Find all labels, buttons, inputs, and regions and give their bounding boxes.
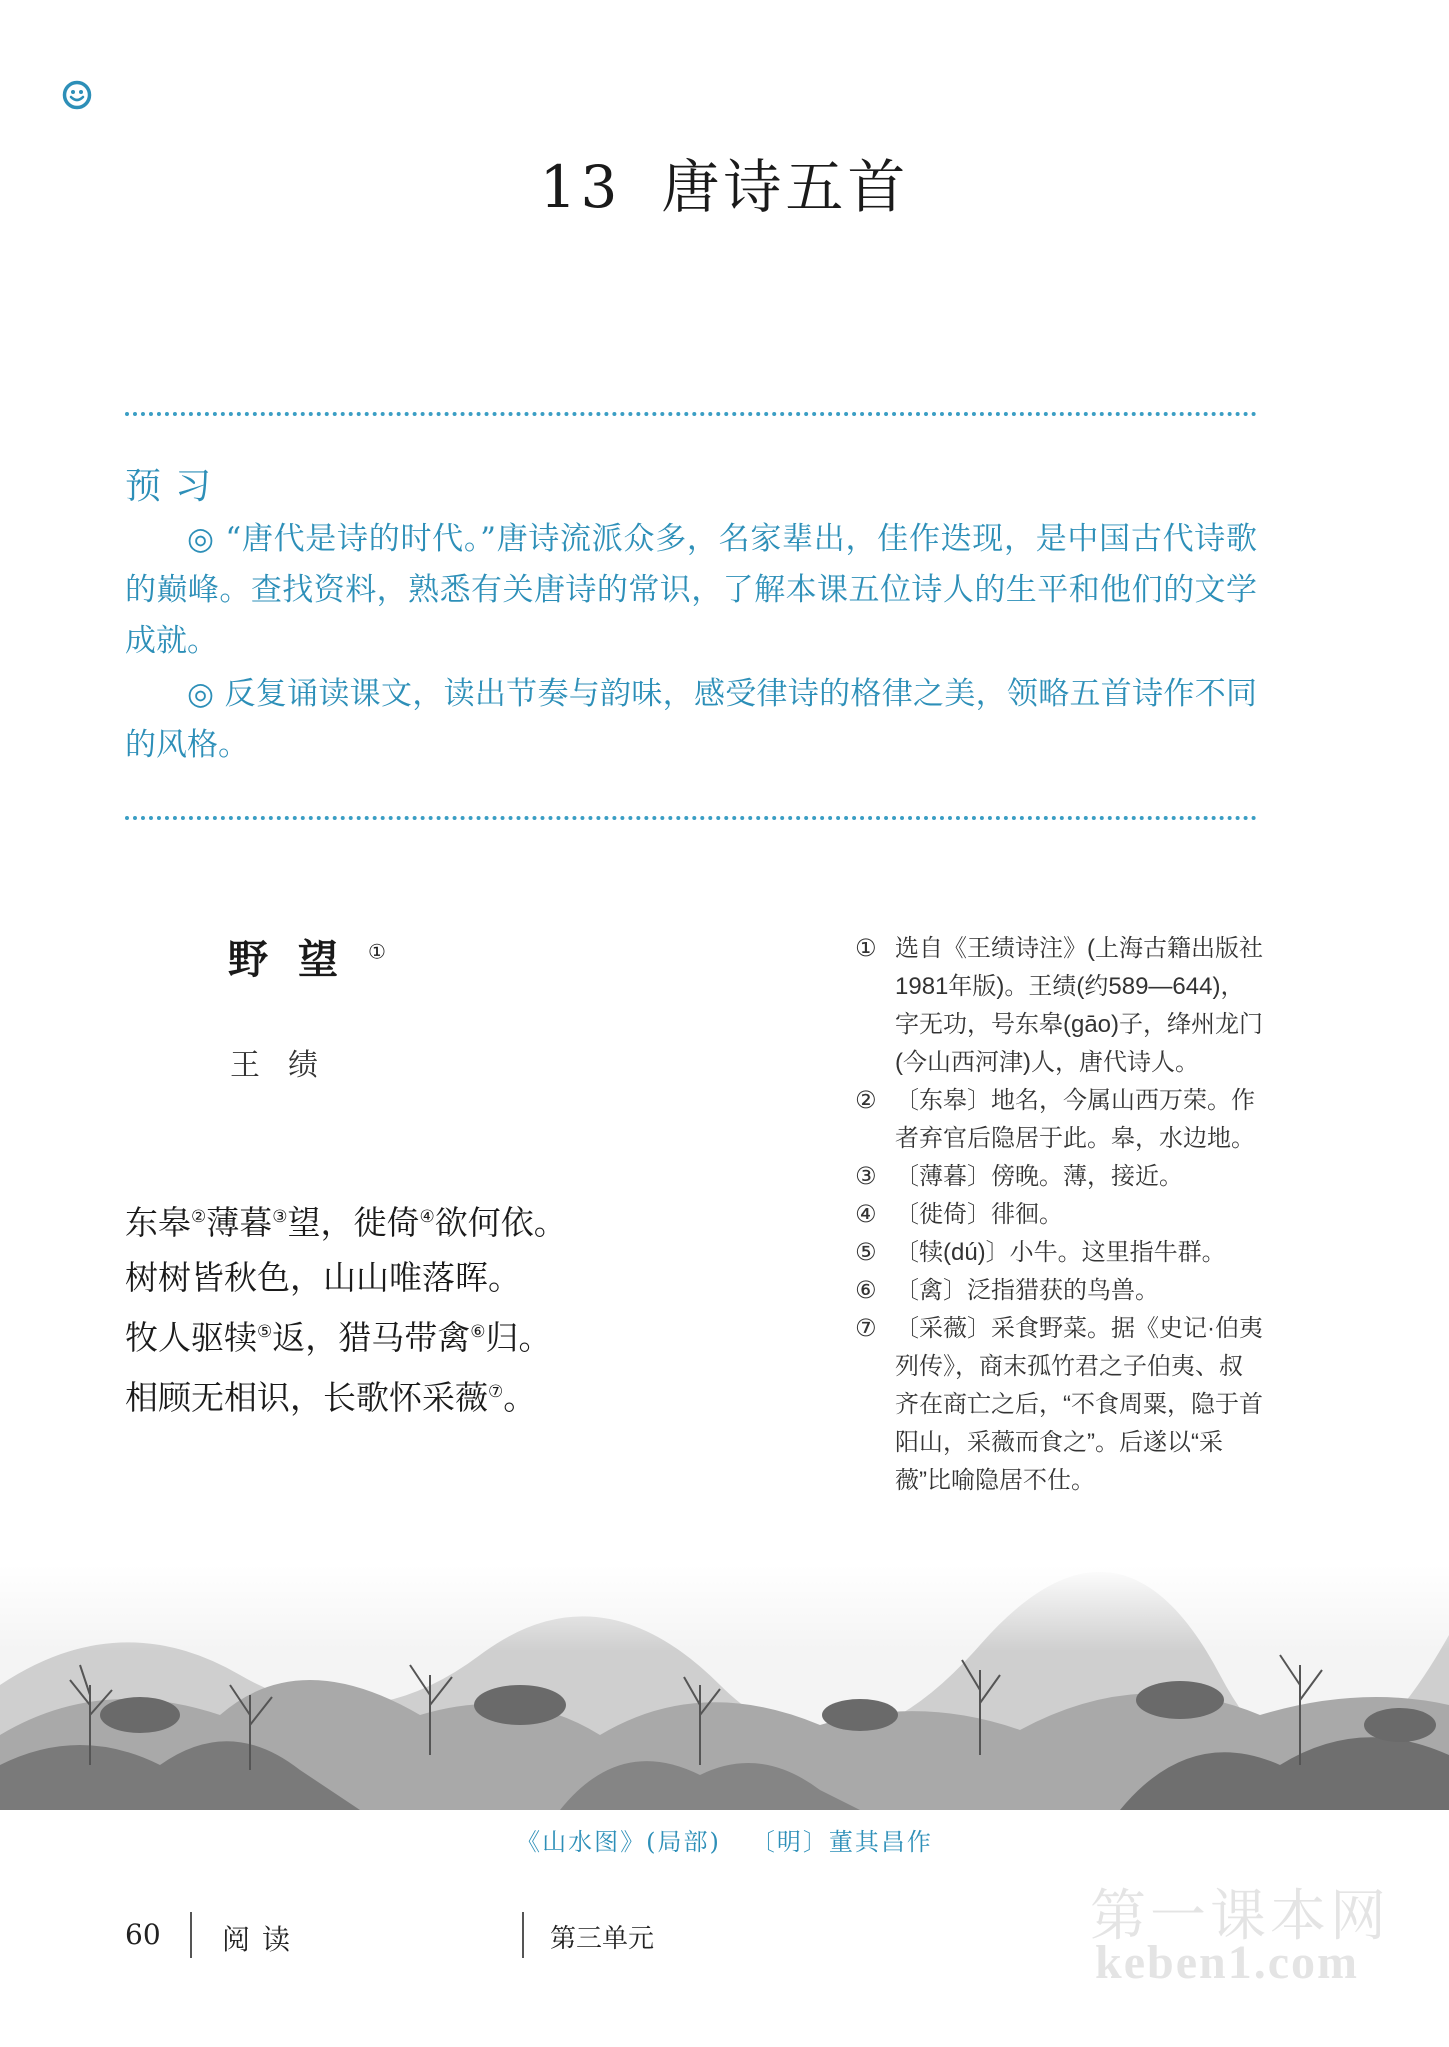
poem-text: 牧人驱犊 — [125, 1318, 257, 1357]
footnote-text: 〔徙倚〕徘徊。 — [895, 1201, 1063, 1228]
poem-title — [228, 928, 386, 985]
poem-footnote-mark: ③ — [272, 1207, 288, 1227]
poem-body — [125, 1190, 567, 1425]
footer-unit: 第三单元 — [550, 1924, 655, 1954]
watermark-cn: 第一课本网 — [1090, 1884, 1390, 1947]
poem-footnote-mark: ④ — [419, 1207, 435, 1227]
footnote-text: 〔薄暮〕傍晚。薄，接近。 — [895, 1163, 1183, 1190]
landscape-painting — [0, 1565, 1449, 1810]
watermark-en: keben1.com — [1095, 1936, 1359, 1989]
footnote — [855, 1082, 1265, 1158]
poem-line — [125, 1305, 567, 1365]
lesson-title-text: 唐诗五首 — [661, 153, 910, 221]
poem-title-footnote-mark: ① — [368, 939, 386, 964]
footnote-mark: ① — [855, 935, 877, 962]
footnote-mark: ⑥ — [855, 1277, 877, 1304]
footnote-text: 〔犊(dú)〕小牛。这里指牛群。 — [895, 1239, 1226, 1266]
footnote — [855, 1234, 1265, 1272]
poem-footnote-mark: ⑦ — [488, 1382, 504, 1402]
illustration-caption — [0, 1822, 1449, 1857]
poem-line — [125, 1365, 567, 1425]
poem-text: 返，猎马带禽 — [272, 1318, 471, 1357]
poem-text: 薄暮 — [206, 1203, 273, 1242]
preview-paragraph-2: ◎ 反复诵读课文，读出节奏与韵味，感受律诗的格律之美，领略五首诗作不同的风格。 — [125, 676, 1257, 763]
footnote-text: 〔禽〕泛指猎获的鸟兽。 — [895, 1277, 1159, 1304]
caption-title: 《山水图》(局部) — [516, 1828, 721, 1856]
footnote-text: 〔东皋〕地名，今属山西万荣。作者弃官后隐居于此。皋，水边地。 — [895, 1087, 1255, 1152]
poem-text: 望，徙倚 — [287, 1203, 420, 1242]
footnote — [855, 1196, 1265, 1234]
caption-artist: 〔明〕董其昌作 — [750, 1828, 933, 1856]
preview-heading: 预习 — [125, 466, 226, 507]
preview-paragraph-1: ◎ “唐代是诗的时代。”唐诗流派众多，名家辈出，佳作迭现，是中国古代诗歌的巅峰。查找资料，熟悉有关唐诗的常识，了解本课五位诗人的生平和他们的文学成就。 — [125, 521, 1257, 659]
poem-text: 东皋 — [125, 1203, 191, 1242]
footnote — [855, 1272, 1265, 1310]
poem-title-text: 野望 — [228, 936, 368, 983]
footer-divider — [522, 1912, 524, 1958]
footnote-mark: ④ — [855, 1201, 877, 1228]
poem-line — [125, 1250, 567, 1305]
poem-author: 王绩 — [230, 1048, 346, 1083]
lesson-title — [0, 140, 1449, 224]
poem-footnote-mark: ⑤ — [257, 1322, 273, 1342]
dotted-divider-top — [125, 412, 1257, 416]
footnote-text: 〔采薇〕采食野菜。据《史记·伯夷列传》，商末孤竹君之子伯夷、叔齐在商亡之后，“不食周粟，隐于首阳山，采薇而食之”。后遂以“采薇”比喻隐居不仕。 — [895, 1315, 1263, 1494]
poem-text: 相顾无相识，长歌怀采薇 — [125, 1378, 488, 1417]
footer-section: 阅读 — [222, 1923, 303, 1956]
footnotes — [855, 930, 1265, 1500]
poem-footnote-mark: ⑥ — [470, 1322, 486, 1342]
footnote-mark: ⑤ — [855, 1239, 877, 1266]
footnote-mark: ⑦ — [855, 1315, 877, 1342]
poem-text: 树树皆秋色，山山唯落晖。 — [125, 1258, 521, 1297]
page-number: 60 — [125, 1918, 161, 1951]
lesson-number: 13 — [539, 153, 622, 221]
footnote-text: 选自《王绩诗注》(上海古籍出版社1981年版)。王绩(约589—644)，字无功，号东皋(gāo)子，绛州龙门(今山西河津)人，唐代诗人。 — [895, 935, 1264, 1076]
footnote — [855, 1310, 1265, 1500]
poem-line — [125, 1190, 567, 1250]
footnote — [855, 1158, 1265, 1196]
poem-text: 归。 — [485, 1318, 552, 1357]
poem-text: 欲何依。 — [434, 1203, 567, 1242]
footnote — [855, 930, 1265, 1082]
footer-divider — [190, 1912, 192, 1958]
smiley-icon — [62, 80, 92, 110]
footnote-mark: ③ — [855, 1163, 877, 1190]
poem-text: 。 — [503, 1378, 537, 1417]
dotted-divider-bottom — [125, 816, 1257, 820]
poem-footnote-mark: ② — [191, 1207, 207, 1227]
footnote-mark: ② — [855, 1087, 877, 1114]
